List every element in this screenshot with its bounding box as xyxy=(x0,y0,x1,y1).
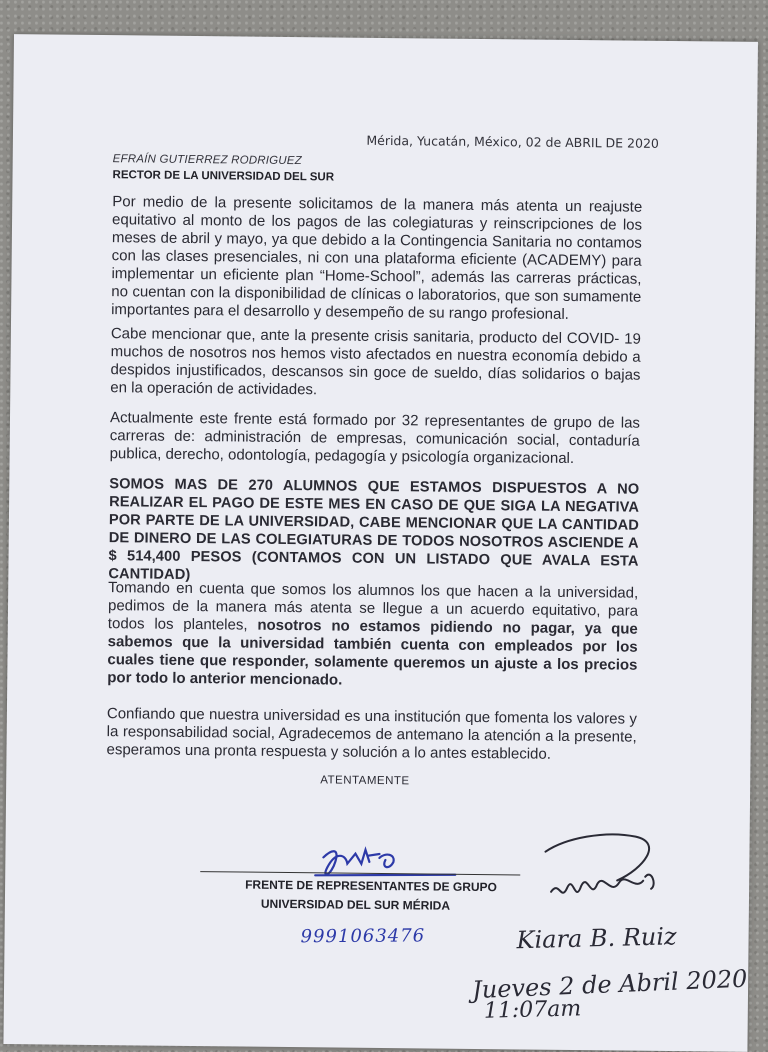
signatory-group-campus: UNIVERSIDAD DEL SUR MÉRIDA xyxy=(260,896,451,913)
handwritten-phone: 9991063476 xyxy=(300,925,426,948)
letter-page xyxy=(3,34,758,1052)
handwritten-signer-name: Kiara B. Ruiz xyxy=(516,922,677,955)
paragraph-request: Por medio de la presente solicitamos de la manera más atenta un reajuste equitativo al monto de los pagos de las colegiaturas y reinscripciones de los meses de abril y mayo, ya que debido a la Contingencia Sanitaria no contamos con las clases presenciales, ni con una plataforma eficiente (ACADEMY) para implementar un eficiente plan “Home-School”, además las carreras prácticas, no cuentan con la disponibilidad de clínicas o laboratorios, que son sumamente importantes para el desarrollo y desempeño de su rango profesional. xyxy=(111,193,643,323)
paragraph-crisis: Cabe mencionar que, ante la presente crisis sanitaria, producto del COVID- 19 muchos de nosotros nos hemos visto afectados en nuestra economía debido a despidos injustificados, descansos sin goce de sueldo, días solidarios o bajas en la operación de actividades. xyxy=(110,325,641,399)
handwritten-time: 11:07am xyxy=(483,996,582,1024)
document-body xyxy=(3,34,758,1052)
paragraph-closing: Confiando que nuestra universidad es una institución que fomenta los valores y la responsabilidad social, Agradecemos de antemano la atención a la presente, esperamos una pronta respuesta y solución a lo antes establecido. xyxy=(106,705,637,763)
paragraph-agreement-lead: Tomando en cuenta que somos los alumnos los que hacen a la universidad, pedimos de la manera más atenta se llegue a un acuerdo equitativo, para todos los planteles, xyxy=(107,579,639,634)
recipient-title: RECTOR DE LA UNIVERSIDAD DEL SUR xyxy=(112,169,335,184)
signatory-group-name: FRENTE DE REPRESENTANTES DE GRUPO xyxy=(245,877,497,895)
paragraph-agreement xyxy=(107,579,638,693)
signature-right-mark xyxy=(525,810,696,922)
handwritten-date: Jueves 2 de Abril 2020 xyxy=(471,964,748,1005)
paragraph-representatives: Actualmente este frente está formado por 32 representantes de grupo de las carreras de: administración de empresas, comunicación social, contaduría publica, derecho, odontología, pedagogía y psicología organizacional. xyxy=(109,409,641,467)
paragraph-warning: SOMOS MAS DE 270 ALUMNOS QUE ESTAMOS DISPUESTOS A NO REALIZAR EL PAGO DE ESTE MES EN CASO DE QUE SIGA LA NEGATIVA POR PARTE DE LA UNIVERSIDAD, CABE MENCIONAR QUE LA CANTIDAD DE DINERO DE LAS COLEGIATURAS DE TODOS NOSOTROS ASCIENDE A $ 514,400 PESOS (CONTAMOS CON UN LISTADO QUE AVALA ESTA CANTIDAD) xyxy=(108,476,640,583)
recipient-name: EFRAÍN GUTIERREZ RODRIGUEZ xyxy=(112,153,302,168)
place-date: Mérida, Yucatán, México, 02 de ABRIL DE 2020 xyxy=(366,132,659,151)
closing-salutation: ATENTAMENTE xyxy=(320,774,410,788)
paragraph-agreement-emphasis: nosotros no estamos pidiendo no pagar, ya que sabemos que la universidad también cuenta con empleados por los cuales tiene que responder, solamente queremos un ajuste a los precios por todo lo anterior mencionado. xyxy=(107,616,638,689)
